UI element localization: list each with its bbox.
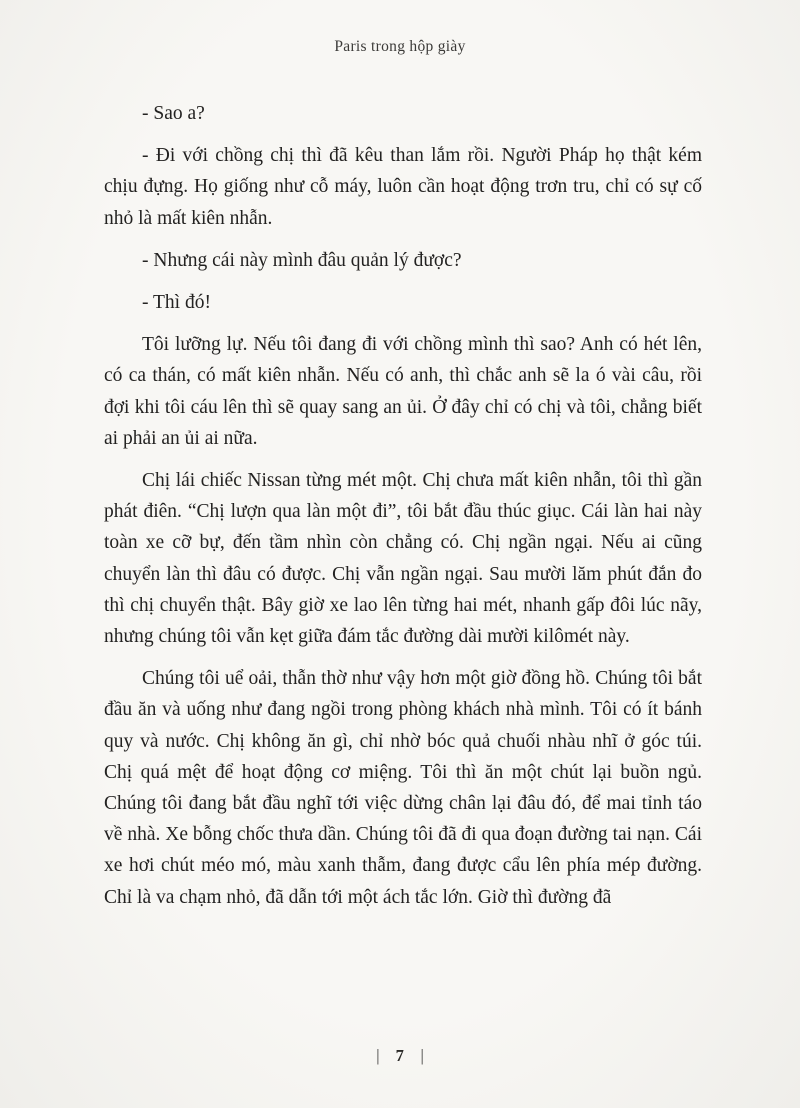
page-number-separator-right: | <box>420 1046 424 1065</box>
page-footer <box>0 1046 800 1066</box>
page-number-separator-left: | <box>376 1046 380 1065</box>
running-header-title: Paris trong hộp giày <box>334 38 466 55</box>
paragraph: - Đi với chồng chị thì đã kêu than lắm rồi. Người Pháp họ thật kém chịu đựng. Họ giống như cỗ máy, luôn cần hoạt động trơn tru, chỉ có sự cố nhỏ là mất kiên nhẫn. <box>104 145 702 229</box>
page-number: 7 <box>395 1046 405 1065</box>
paragraph: Tôi lưỡng lự. Nếu tôi đang đi với chồng mình thì sao? Anh có hét lên, có ca thán, có mất kiên nhẫn. Nếu có anh, thì chắc anh sẽ la ó vài câu, rồi đợi khi tôi cáu lên thì sẽ quay sang an ủi. Ở đây chỉ có chị và tôi, chẳng biết ai phải an ủi ai nữa. <box>104 334 702 449</box>
paragraph: Chúng tôi uể oải, thẫn thờ như vậy hơn một giờ đồng hồ. Chúng tôi bắt đầu ăn và uống như đang ngồi trong phòng khách nhà mình. Tôi có ít bánh quy và nước. Chị không ăn gì, chỉ nhờ bóc quả chuối nhàu nhĩ ở góc túi. Chị quá mệt để hoạt động cơ miệng. Tôi thì ăn một chút lại buồn ngủ. Chúng tôi đang bắt đầu nghĩ tới việc dừng chân lại đâu đó, để mai tỉnh táo về nhà. Xe bỗng chốc thưa dần. Chúng tôi đã đi qua đoạn đường tai nạn. Cái xe hơi chút méo mó, màu xanh thẫm, đang được cẩu lên phía mép đường. Chỉ là va chạm nhỏ, đã dẫn tới một ách tắc lớn. Giờ thì đường đã <box>104 668 702 908</box>
page-body <box>104 98 702 924</box>
paragraph: - Nhưng cái này mình đâu quản lý được? <box>142 249 462 271</box>
paragraph: Chị lái chiếc Nissan từng mét một. Chị chưa mất kiên nhẫn, tôi thì gần phát điên. “Chị lượn qua làn một đi”, tôi bắt đầu thúc giục. Cái làn hai này toàn xe cỡ bự, đến tầm nhìn còn chẳng có. Chị ngần ngại. Nếu ai cũng chuyển làn thì đâu có được. Chị vẫn ngần ngại. Sau mười lăm phút đắn đo thì chị chuyển thật. Bây giờ xe lao lên từng hai mét, nhanh gấp đôi lúc nãy, nhưng chúng tôi vẫn kẹt giữa đám tắc đường dài mười kilômét này. <box>104 470 702 648</box>
paragraph: - Thì đó! <box>142 292 211 314</box>
paragraph: - Sao a? <box>142 103 205 124</box>
